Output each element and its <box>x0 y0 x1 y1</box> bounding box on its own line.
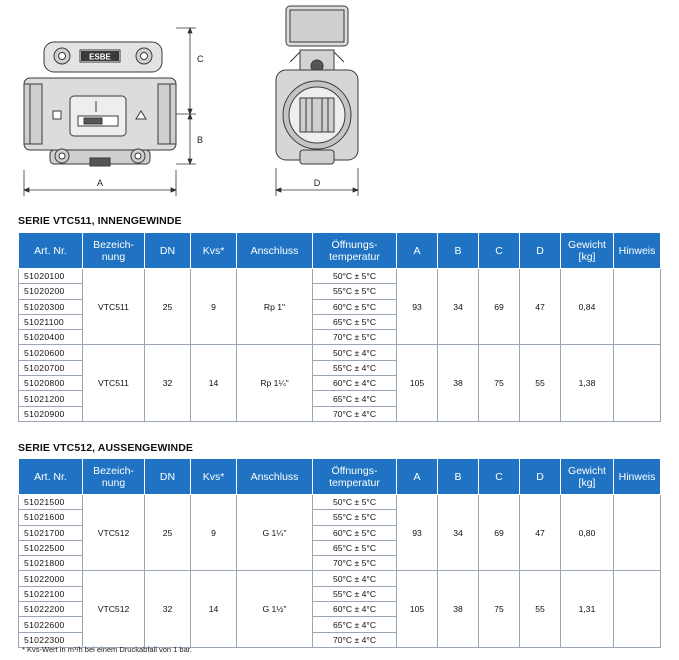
cell-oeffnungstemperatur: 60°C ± 4°C <box>313 376 397 391</box>
cell-oeffnungstemperatur: 65°C ± 5°C <box>313 540 397 555</box>
header-b: B <box>438 233 479 269</box>
cell-anschluss: G 1½" <box>237 571 313 647</box>
cell-dn: 32 <box>145 571 191 647</box>
kvs-footnote: * Kvs-Wert in m³/h bei einem Druckabfall von 1 bar. <box>22 645 192 654</box>
cell-kvs: 9 <box>191 495 237 571</box>
header-bezeichnung <box>83 459 145 495</box>
cell-oeffnungstemperatur: 60°C ± 5°C <box>313 299 397 314</box>
header-gewicht <box>561 233 614 269</box>
header-line: nung <box>101 250 126 263</box>
cell-hinweis <box>614 269 661 345</box>
cell-gewicht: 0,84 <box>561 269 614 345</box>
header-line: [kg] <box>578 476 596 489</box>
header-hinweis: Hinweis <box>614 459 661 495</box>
cell-oeffnungstemperatur: 55°C ± 4°C <box>313 586 397 601</box>
cell-b: 34 <box>438 495 479 571</box>
header-d: D <box>520 233 561 269</box>
cell-oeffnungstemperatur: 65°C ± 4°C <box>313 391 397 406</box>
cell-art-nr: 51021500 <box>19 495 83 510</box>
header-a: A <box>397 233 438 269</box>
cell-c: 69 <box>479 495 520 571</box>
cell-art-nr: 51020100 <box>19 269 83 284</box>
cell-anschluss: Rp 1¼" <box>237 345 313 421</box>
cell-art-nr: 51020200 <box>19 284 83 299</box>
cell-b: 38 <box>438 345 479 421</box>
cell-oeffnungstemperatur: 60°C ± 5°C <box>313 525 397 540</box>
header-b: B <box>438 459 479 495</box>
cell-art-nr: 51020600 <box>19 345 83 360</box>
cell-a: 105 <box>397 571 438 647</box>
cell-art-nr: 51021200 <box>19 391 83 406</box>
cell-oeffnungstemperatur: 70°C ± 5°C <box>313 330 397 345</box>
cell-bezeichnung: VTC511 <box>83 269 145 345</box>
dim-label-a: A <box>96 178 104 188</box>
header-line: nung <box>101 476 126 489</box>
cell-oeffnungstemperatur: 70°C ± 4°C <box>313 632 397 647</box>
header-line: Gewicht <box>568 238 606 251</box>
header-line: temperatur <box>329 476 380 489</box>
cell-art-nr: 51020800 <box>19 376 83 391</box>
cell-a: 93 <box>397 495 438 571</box>
cell-art-nr: 51022000 <box>19 571 83 586</box>
cell-c: 75 <box>479 345 520 421</box>
header-oeffnungstemperatur <box>313 233 397 269</box>
cell-hinweis <box>614 571 661 647</box>
cell-oeffnungstemperatur: 50°C ± 5°C <box>313 269 397 284</box>
cell-d: 47 <box>520 269 561 345</box>
cell-dn: 25 <box>145 495 191 571</box>
header-line: Öffnungs- <box>331 238 378 251</box>
cell-art-nr: 51022600 <box>19 617 83 632</box>
header-oeffnungstemperatur <box>313 459 397 495</box>
header-c: C <box>479 459 520 495</box>
cell-art-nr: 51020700 <box>19 360 83 375</box>
cell-anschluss: Rp 1" <box>237 269 313 345</box>
series-vtc512-table <box>18 458 661 648</box>
cell-oeffnungstemperatur: 55°C ± 5°C <box>313 284 397 299</box>
cell-gewicht: 0,80 <box>561 495 614 571</box>
table-row <box>19 495 661 510</box>
header-dn: DN <box>145 233 191 269</box>
cell-gewicht: 1,38 <box>561 345 614 421</box>
cell-oeffnungstemperatur: 50°C ± 4°C <box>313 345 397 360</box>
cell-a: 93 <box>397 269 438 345</box>
cell-oeffnungstemperatur: 50°C ± 4°C <box>313 571 397 586</box>
cell-d: 47 <box>520 495 561 571</box>
header-a: A <box>397 459 438 495</box>
cell-oeffnungstemperatur: 50°C ± 5°C <box>313 495 397 510</box>
cell-art-nr: 51021600 <box>19 510 83 525</box>
header-line: Bezeich- <box>93 464 134 477</box>
cell-a: 105 <box>397 345 438 421</box>
cell-art-nr: 51022100 <box>19 586 83 601</box>
cell-art-nr: 51022500 <box>19 540 83 555</box>
header-art-nr: Art. Nr. <box>19 233 83 269</box>
cell-bezeichnung: VTC512 <box>83 571 145 647</box>
cell-art-nr: 51020300 <box>19 299 83 314</box>
series-vtc511-table <box>18 232 661 422</box>
cell-anschluss: G 1¼" <box>237 495 313 571</box>
cell-kvs: 9 <box>191 269 237 345</box>
cell-dn: 25 <box>145 269 191 345</box>
cell-oeffnungstemperatur: 70°C ± 5°C <box>313 556 397 571</box>
cell-art-nr: 51020900 <box>19 406 83 421</box>
header-line: Öffnungs- <box>331 464 378 477</box>
header-d: D <box>520 459 561 495</box>
cell-kvs: 14 <box>191 571 237 647</box>
cell-dn: 32 <box>145 345 191 421</box>
header-hinweis: Hinweis <box>614 233 661 269</box>
cell-oeffnungstemperatur: 60°C ± 4°C <box>313 602 397 617</box>
cell-art-nr: 51020400 <box>19 330 83 345</box>
cell-art-nr: 51022200 <box>19 602 83 617</box>
cell-art-nr: 51022300 <box>19 632 83 647</box>
series-vtc512-title: SERIE VTC512, AUSSENGEWINDE <box>18 442 194 454</box>
cell-d: 55 <box>520 345 561 421</box>
cell-art-nr: 51021700 <box>19 525 83 540</box>
esbe-logo <box>81 51 119 62</box>
table-header-row <box>19 459 661 495</box>
header-art-nr: Art. Nr. <box>19 459 83 495</box>
cell-b: 38 <box>438 571 479 647</box>
header-c: C <box>479 233 520 269</box>
header-dn: DN <box>145 459 191 495</box>
svg-text:ESBE: ESBE <box>89 52 111 62</box>
valve-side-view <box>276 6 358 164</box>
table-row <box>19 571 661 586</box>
cell-c: 75 <box>479 571 520 647</box>
cell-bezeichnung: VTC511 <box>83 345 145 421</box>
cell-oeffnungstemperatur: 55°C ± 4°C <box>313 360 397 375</box>
dim-label-d: D <box>313 178 321 188</box>
table-header-row <box>19 233 661 269</box>
cell-oeffnungstemperatur: 65°C ± 5°C <box>313 314 397 329</box>
cell-bezeichnung: VTC512 <box>83 495 145 571</box>
header-line: Gewicht <box>568 464 606 477</box>
header-line: [kg] <box>578 250 596 263</box>
cell-art-nr: 51021100 <box>19 314 83 329</box>
cell-b: 34 <box>438 269 479 345</box>
header-line: temperatur <box>329 250 380 263</box>
header-anschluss: Anschluss <box>237 459 313 495</box>
header-gewicht <box>561 459 614 495</box>
cell-art-nr: 51021800 <box>19 556 83 571</box>
table-row <box>19 345 661 360</box>
cell-oeffnungstemperatur: 65°C ± 4°C <box>313 617 397 632</box>
cell-oeffnungstemperatur: 55°C ± 5°C <box>313 510 397 525</box>
header-kvs: Kvs* <box>191 459 237 495</box>
table-row <box>19 269 661 284</box>
header-line: Bezeich- <box>93 238 134 251</box>
header-anschluss: Anschluss <box>237 233 313 269</box>
cell-oeffnungstemperatur: 70°C ± 4°C <box>313 406 397 421</box>
cell-kvs: 14 <box>191 345 237 421</box>
valve-technical-drawing <box>0 0 679 205</box>
cell-hinweis <box>614 495 661 571</box>
series-vtc511-title: SERIE VTC511, INNENGEWINDE <box>18 215 182 227</box>
cell-d: 55 <box>520 571 561 647</box>
cell-hinweis <box>614 345 661 421</box>
cell-c: 69 <box>479 269 520 345</box>
header-kvs: Kvs* <box>191 233 237 269</box>
dim-label-c: C <box>197 54 204 64</box>
cell-gewicht: 1,31 <box>561 571 614 647</box>
dim-label-b: B <box>197 135 204 145</box>
header-bezeichnung <box>83 233 145 269</box>
